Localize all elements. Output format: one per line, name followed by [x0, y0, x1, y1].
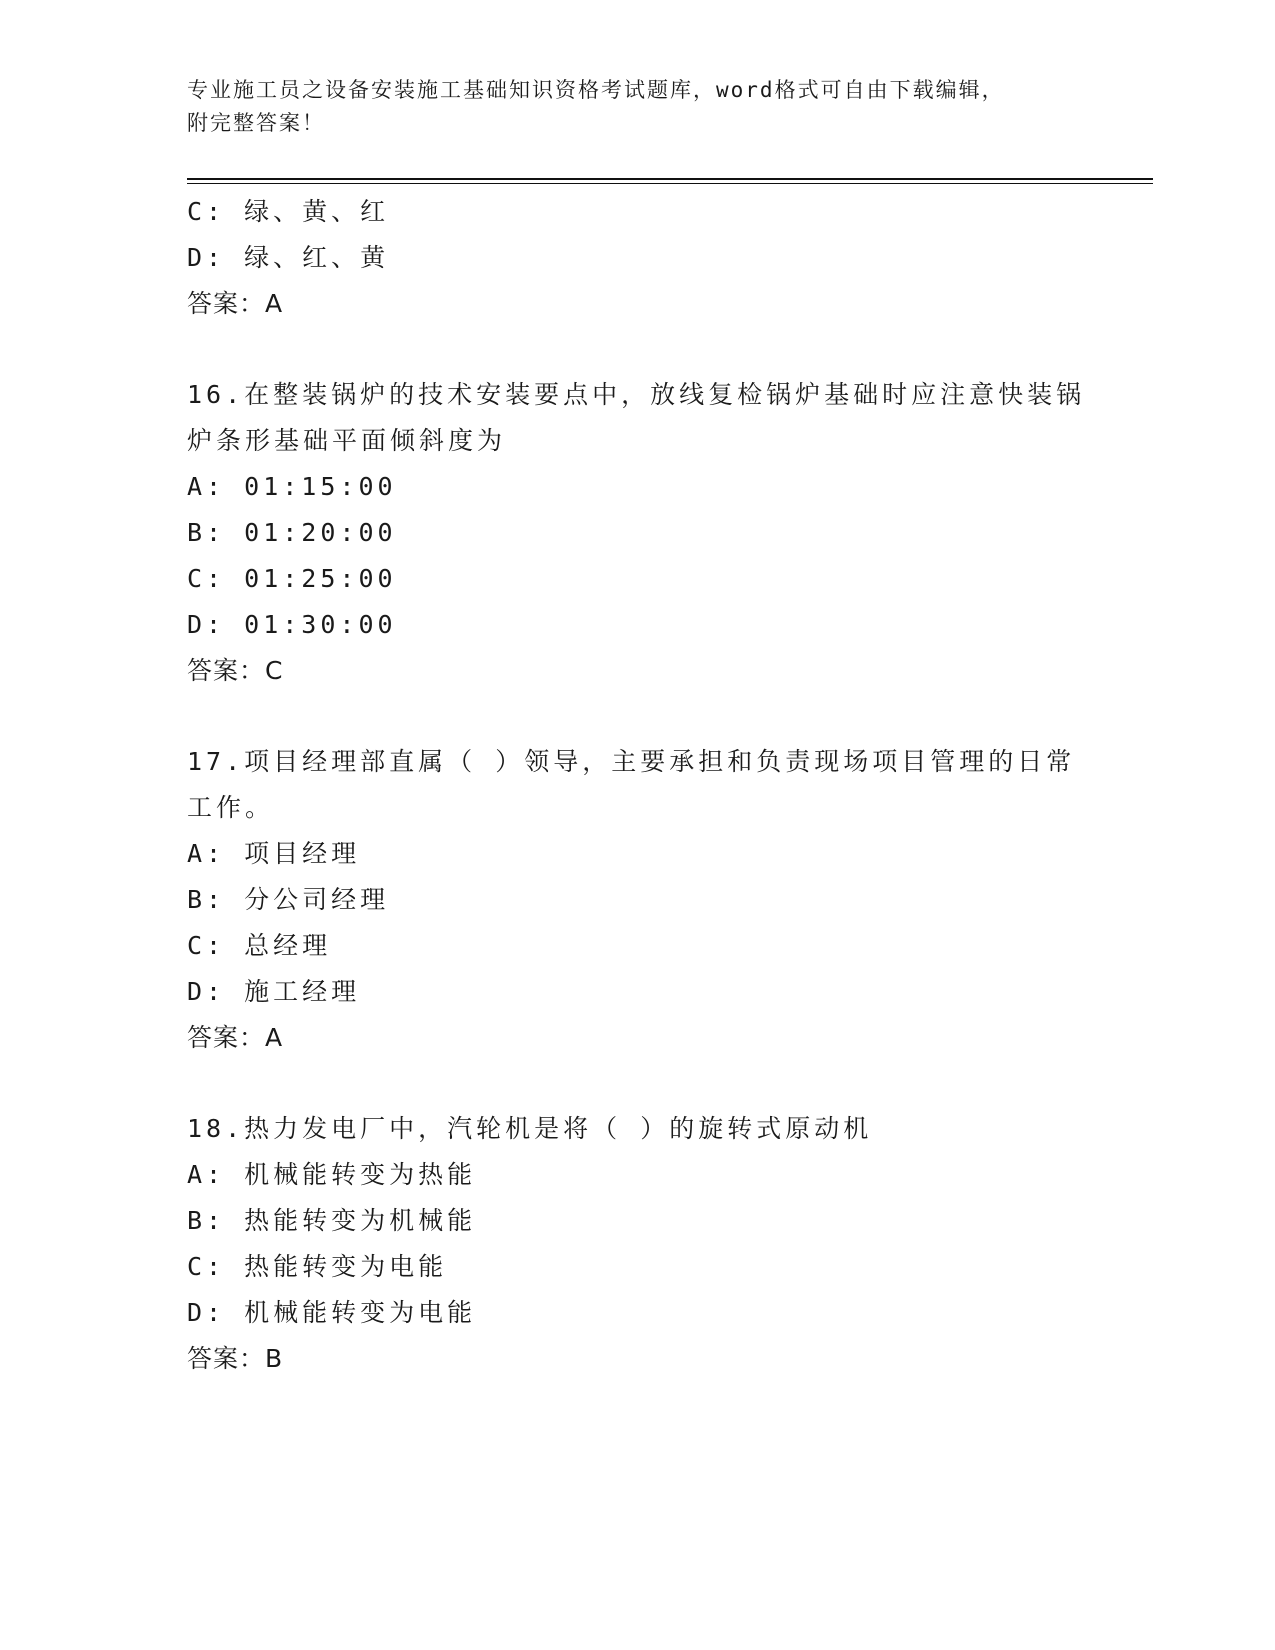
header-line-1: 专业施工员之设备安装施工基础知识资格考试题库，word格式可自由下载编辑， — [187, 78, 1005, 102]
question-15-continuation — [187, 189, 1087, 327]
option-d: D: 绿、红、黄 — [187, 243, 390, 272]
option-b: B: 热能转变为机械能 — [187, 1206, 477, 1235]
document-header — [187, 74, 1067, 140]
option-d: D: 机械能转变为电能 — [187, 1298, 477, 1327]
question-17 — [187, 739, 1087, 1061]
question-18 — [187, 1106, 1087, 1382]
question-16 — [187, 372, 1087, 694]
option-c: C: 热能转变为电能 — [187, 1252, 448, 1281]
option-a: A: 01:15:00 — [187, 472, 397, 501]
header-divider-thin — [187, 183, 1153, 184]
answer: 答案：B — [187, 1344, 284, 1373]
answer: 答案：A — [187, 289, 284, 318]
option-d: D: 施工经理 — [187, 977, 361, 1006]
answer: 答案：C — [187, 656, 284, 685]
option-a: A: 机械能转变为热能 — [187, 1160, 477, 1189]
document-body — [187, 189, 1087, 1382]
question-stem-line-1: 17.项目经理部直属（ ）领导，主要承担和负责现场项目管理的日常 — [187, 747, 1076, 776]
question-stem-line-2: 炉条形基础平面倾斜度为 — [187, 426, 507, 455]
question-stem-line-2: 工作。 — [187, 793, 275, 822]
header-divider-thick — [187, 178, 1153, 180]
option-a: A: 项目经理 — [187, 839, 361, 868]
option-b: B: 分公司经理 — [187, 885, 390, 914]
option-c: C: 绿、黄、红 — [187, 197, 390, 226]
option-b: B: 01:20:00 — [187, 518, 397, 547]
question-stem-line-1: 18.热力发电厂中，汽轮机是将（ ）的旋转式原动机 — [187, 1114, 873, 1143]
option-d: D: 01:30:00 — [187, 610, 397, 639]
answer: 答案：A — [187, 1023, 284, 1052]
question-stem-line-1: 16.在整装锅炉的技术安装要点中，放线复检锅炉基础时应注意快装锅 — [187, 380, 1086, 409]
option-c: C: 总经理 — [187, 931, 332, 960]
header-line-2: 附完整答案！ — [187, 111, 325, 135]
option-c: C: 01:25:00 — [187, 564, 397, 593]
